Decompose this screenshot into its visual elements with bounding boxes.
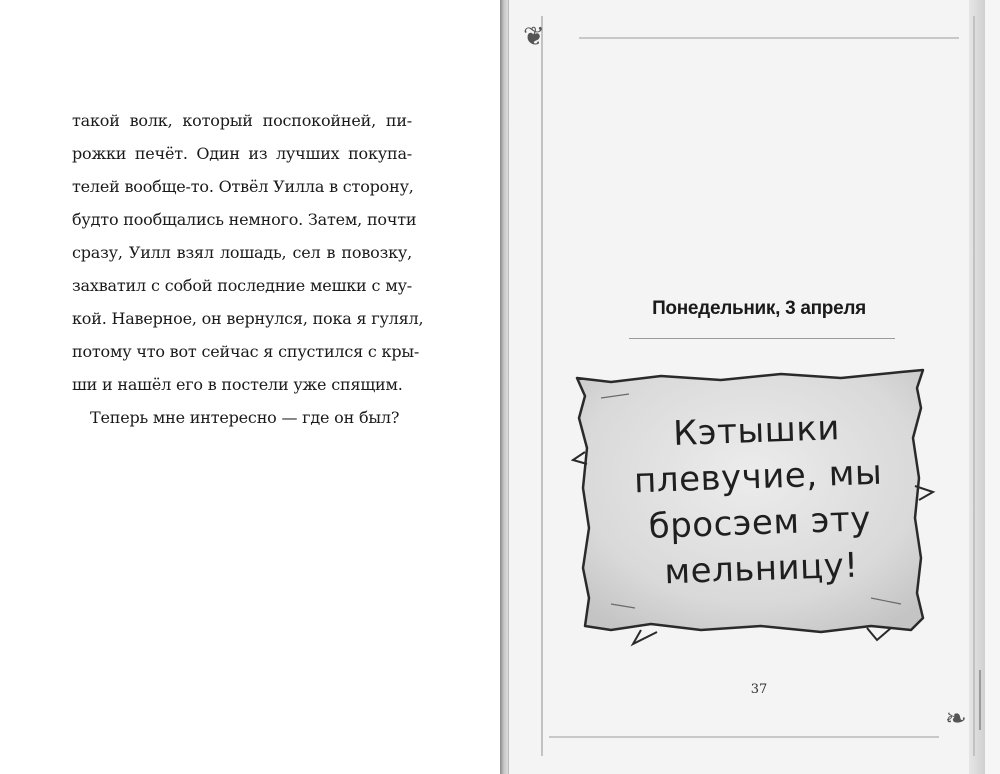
text-line: телей вообще-то. Отвёл Уилла в сторону,	[72, 177, 414, 196]
heading-rule	[629, 338, 895, 339]
top-rule	[579, 37, 959, 39]
page-number: 37	[750, 682, 768, 697]
note-line: мельницу!	[663, 545, 860, 593]
diary-paper	[508, 0, 985, 774]
note-line: бросэем эту	[648, 499, 872, 547]
corner-ornament-icon: ❧	[945, 704, 967, 734]
text-line: ши и нашёл его в постели уже спящим.	[72, 375, 403, 394]
text-line: рожки печёт. Один из лучших покупа-	[72, 144, 412, 163]
date-heading: Понедельник, 3 апреля	[652, 298, 866, 319]
handwritten-note	[606, 403, 912, 597]
text-line: кой. Наверное, он вернулся, пока я гулял,	[72, 309, 424, 328]
body-text	[72, 104, 424, 434]
note-line: Кэтышки	[672, 408, 841, 454]
text-line: захватил с собой последние мешки с му-	[72, 276, 412, 295]
text-line: будто пообщались немного. Затем, почти	[72, 210, 417, 229]
text-line: сразу, Уилл взял лошадь, сел в повозку,	[72, 243, 412, 262]
text-line: Теперь мне интересно — где он был?	[90, 408, 400, 427]
text-line: такой волк, который поспокойней, пи-	[72, 111, 412, 130]
right-page	[500, 0, 1000, 774]
text-line: потому что вот сейчас я спустился с кры-	[72, 342, 420, 361]
side-rule	[979, 670, 981, 730]
note-line: плевучие, мы	[633, 452, 883, 502]
corner-ornament-icon: ❦	[523, 22, 545, 52]
bottom-rule	[549, 736, 939, 738]
